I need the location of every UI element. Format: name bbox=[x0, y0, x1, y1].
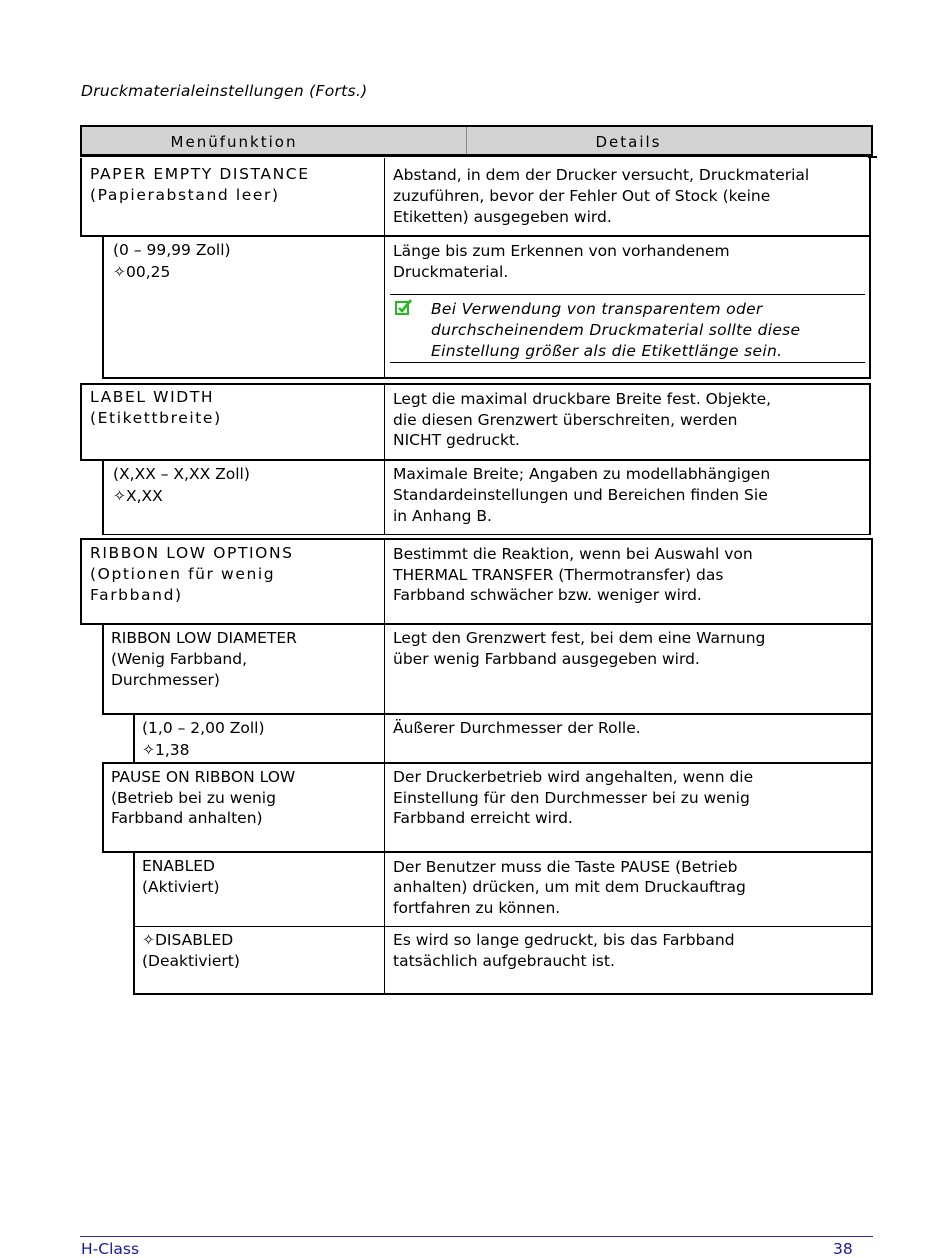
label-width-details-1: Legt die maximal druckbare Breite fest. Objekte, bbox=[393, 390, 772, 408]
paper-empty-details-1: Abstand, in dem der Drucker versucht, Druckmaterial bbox=[393, 166, 810, 184]
ribbon-low-details-3: Farbband schwächer bzw. weniger wird. bbox=[393, 586, 702, 604]
ribbon-diameter-name-2: (Wenig Farbband, bbox=[111, 650, 248, 668]
label-width-details-3: NICHT gedruckt. bbox=[393, 431, 520, 449]
ribbon-low-name: RIBBON LOW OPTIONS bbox=[90, 544, 294, 562]
checkmark-note-icon bbox=[394, 297, 414, 317]
ribbon-diameter-range: (1,0 – 2,00 Zoll) bbox=[142, 719, 265, 737]
label-width-default: ✧X,XX bbox=[113, 487, 163, 505]
ribbon-diameter-details-1: Legt den Grenzwert fest, bei dem eine Warnung bbox=[393, 629, 766, 647]
enabled-details-2: anhalten) drücken, um mit dem Druckauftrag bbox=[393, 878, 746, 896]
pause-name-3: Farbband anhalten) bbox=[111, 809, 263, 827]
disabled-label: ✧DISABLED bbox=[142, 931, 234, 949]
paper-empty-note-2: durchscheinendem Druckmaterial sollte diese bbox=[431, 321, 801, 339]
disabled-details-1: Es wird so lange gedruckt, bis das Farbband bbox=[393, 931, 735, 949]
pause-name-1: PAUSE ON RIBBON LOW bbox=[111, 768, 296, 786]
page-title: Druckmaterialeinstellungen (Forts.) bbox=[81, 82, 368, 100]
label-width-range: (X,XX – X,XX Zoll) bbox=[113, 465, 250, 483]
ribbon-diameter-name-3: Durchmesser) bbox=[111, 671, 220, 689]
paper-empty-note-3: Einstellung größer als die Etikettlänge sein. bbox=[431, 342, 783, 360]
ribbon-diameter-name-1: RIBBON LOW DIAMETER bbox=[111, 629, 297, 647]
footer-divider bbox=[80, 1236, 873, 1237]
ribbon-diameter-default: ✧1,38 bbox=[142, 741, 190, 759]
enabled-details-3: fortfahren zu können. bbox=[393, 899, 561, 917]
ribbon-diameter-details-2: über wenig Farbband ausgegeben wird. bbox=[393, 650, 700, 668]
paper-empty-details-3: Etiketten) ausgegeben wird. bbox=[393, 208, 612, 226]
pause-details-1: Der Druckerbetrieb wird angehalten, wenn die bbox=[393, 768, 754, 786]
disabled-label-de: (Deaktiviert) bbox=[142, 952, 240, 970]
table-header bbox=[80, 125, 873, 157]
paper-empty-note-1: Bei Verwendung von transparentem oder bbox=[431, 300, 763, 318]
footer-product-name: H-Class bbox=[81, 1240, 140, 1258]
pause-details-2: Einstellung für den Durchmesser bei zu wenig bbox=[393, 789, 750, 807]
label-width-range-details-1: Maximale Breite; Angaben zu modellabhängigen bbox=[393, 465, 771, 483]
paper-empty-default: ✧00,25 bbox=[113, 263, 171, 281]
ribbon-low-details-2: THERMAL TRANSFER (Thermotransfer) das bbox=[393, 566, 724, 584]
paper-empty-name: PAPER EMPTY DISTANCE bbox=[90, 165, 310, 183]
ribbon-diameter-range-details: Äußerer Durchmesser der Rolle. bbox=[393, 719, 641, 737]
enabled-label-de: (Aktiviert) bbox=[142, 878, 220, 896]
paper-empty-range-details-1: Länge bis zum Erkennen von vorhandenem bbox=[393, 242, 730, 260]
enabled-details-1: Der Benutzer muss die Taste PAUSE (Betrieb bbox=[393, 858, 738, 876]
enabled-label: ENABLED bbox=[142, 857, 215, 875]
footer-page-number: 38 bbox=[833, 1240, 853, 1258]
disabled-details-2: tatsächlich aufgebraucht ist. bbox=[393, 952, 615, 970]
ribbon-low-name-de-1: (Optionen für wenig bbox=[90, 565, 276, 583]
paper-empty-details-2: zuzuführen, bevor der Fehler Out of Stock (keine bbox=[393, 187, 771, 205]
pause-details-3: Farbband erreicht wird. bbox=[393, 809, 573, 827]
header-details: Details bbox=[595, 133, 662, 151]
ribbon-low-details-1: Bestimmt die Reaktion, wenn bei Auswahl von bbox=[393, 545, 753, 563]
label-width-details-2: die diesen Grenzwert überschreiten, werden bbox=[393, 411, 738, 429]
label-width-name: LABEL WIDTH bbox=[90, 388, 215, 406]
label-width-range-details-3: in Anhang B. bbox=[393, 507, 492, 525]
header-menufunktion: Menüfunktion bbox=[170, 133, 298, 151]
paper-empty-range-details-2: Druckmaterial. bbox=[393, 263, 509, 281]
ribbon-low-name-de-2: Farbband) bbox=[90, 586, 183, 604]
pause-name-2: (Betrieb bei zu wenig bbox=[111, 789, 276, 807]
paper-empty-range: (0 – 99,99 Zoll) bbox=[113, 241, 231, 259]
paper-empty-name-de: (Papierabstand leer) bbox=[90, 186, 280, 204]
label-width-range-details-2: Standardeinstellungen und Bereichen finden Sie bbox=[393, 486, 768, 504]
label-width-name-de: (Etikettbreite) bbox=[90, 409, 222, 427]
